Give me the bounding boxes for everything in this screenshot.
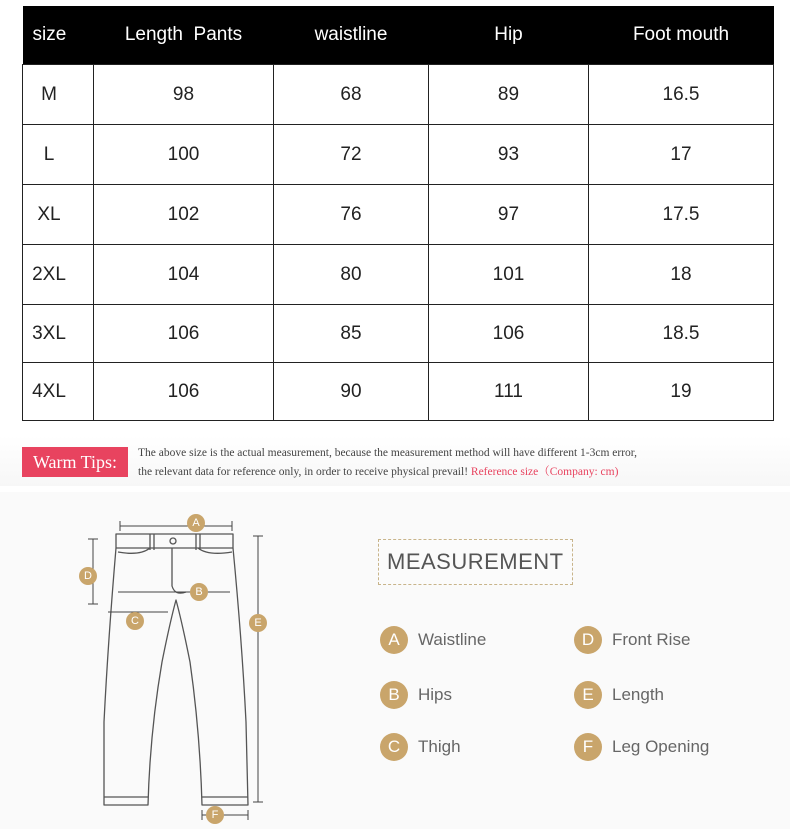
pants-waistband <box>116 534 233 548</box>
measure-line-e <box>253 536 263 802</box>
table-row <box>23 305 774 363</box>
measure-line-a <box>120 521 232 531</box>
cell-size: XL <box>23 185 94 245</box>
cell-waistline: 85 <box>274 305 429 363</box>
table-row <box>23 245 774 305</box>
diagram-mark-c: C <box>126 612 144 630</box>
cell-length: 106 <box>94 305 274 363</box>
diagram-mark-f: F <box>206 806 224 824</box>
table-row <box>23 65 774 125</box>
pocket-right <box>198 548 232 553</box>
cell-foot-mouth: 17.5 <box>589 185 774 245</box>
header-hip: Hip <box>429 6 589 65</box>
legend-label-hips: Hips <box>418 685 453 704</box>
cell-length: 98 <box>94 65 274 125</box>
warm-tips-text <box>138 444 778 482</box>
cell-size: 2XL <box>23 245 94 305</box>
warm-tips-line-1: The above size is the actual measurement, because the measurement method will have different 1-3cm error, <box>138 447 638 459</box>
warm-tips-line-2 <box>138 463 778 482</box>
measurement-section <box>0 492 790 829</box>
cell-foot-mouth: 18.5 <box>589 305 774 363</box>
measurement-title: MEASUREMENT <box>378 539 573 585</box>
header-waistline: waistline <box>274 6 429 65</box>
legend-label-length: Length <box>612 685 664 704</box>
cell-waistline: 80 <box>274 245 429 305</box>
cell-waistline: 72 <box>274 125 429 185</box>
cell-hip: 101 <box>429 245 589 305</box>
warm-tips-label: Warm Tips: <box>22 447 128 477</box>
header-size: size <box>23 6 94 65</box>
cell-size: 4XL <box>23 363 94 421</box>
cell-hip: 93 <box>429 125 589 185</box>
table-row <box>23 363 774 421</box>
cell-waistline: 68 <box>274 65 429 125</box>
pants-outline <box>104 548 248 805</box>
diagram-mark-e: E <box>249 614 267 632</box>
legend-badge-c: C <box>380 733 408 761</box>
table-row <box>23 185 774 245</box>
legend-badge-a: A <box>380 626 408 654</box>
cell-hip: 106 <box>429 305 589 363</box>
legend-badge-f: F <box>574 733 602 761</box>
cell-size: L <box>23 125 94 185</box>
legend-label-leg-opening: Leg Opening <box>612 737 710 756</box>
diagram-mark-a: A <box>187 514 205 532</box>
cell-length: 100 <box>94 125 274 185</box>
cell-hip: 89 <box>429 65 589 125</box>
pocket-left <box>118 548 150 553</box>
legend-label-waistline: Waistline <box>418 630 487 649</box>
cell-waistline: 90 <box>274 363 429 421</box>
size-chart-table <box>22 6 774 421</box>
legend-label-front-rise: Front Rise <box>612 630 691 649</box>
diagram-mark-d: D <box>79 567 97 585</box>
cell-size: M <box>23 65 94 125</box>
legend-label-thigh: Thigh <box>418 737 461 756</box>
warm-tips-line-2-text: the relevant data for reference only, in order to receive physical prevail! <box>138 466 469 478</box>
cell-size: 3XL <box>23 305 94 363</box>
cell-length: 102 <box>94 185 274 245</box>
header-foot-mouth: Foot mouth <box>589 6 774 65</box>
cell-length: 106 <box>94 363 274 421</box>
table-row <box>23 125 774 185</box>
legend-badge-b: B <box>380 681 408 709</box>
button-icon <box>170 538 176 544</box>
legend-badge-d: D <box>574 626 602 654</box>
cell-hip: 111 <box>429 363 589 421</box>
cell-waistline: 76 <box>274 185 429 245</box>
cell-foot-mouth: 16.5 <box>589 65 774 125</box>
pants-fly <box>172 548 186 593</box>
cell-foot-mouth: 17 <box>589 125 774 185</box>
cell-hip: 97 <box>429 185 589 245</box>
legend-badge-e: E <box>574 681 602 709</box>
cell-length: 104 <box>94 245 274 305</box>
cell-foot-mouth: 19 <box>589 363 774 421</box>
pants-diagram <box>0 492 330 829</box>
diagram-mark-b: B <box>190 583 208 601</box>
header-length-pants: Length Pants <box>94 6 274 65</box>
table-header-row <box>23 6 774 65</box>
reference-size-note: Reference size（Company: cm) <box>468 466 619 478</box>
cell-foot-mouth: 18 <box>589 245 774 305</box>
